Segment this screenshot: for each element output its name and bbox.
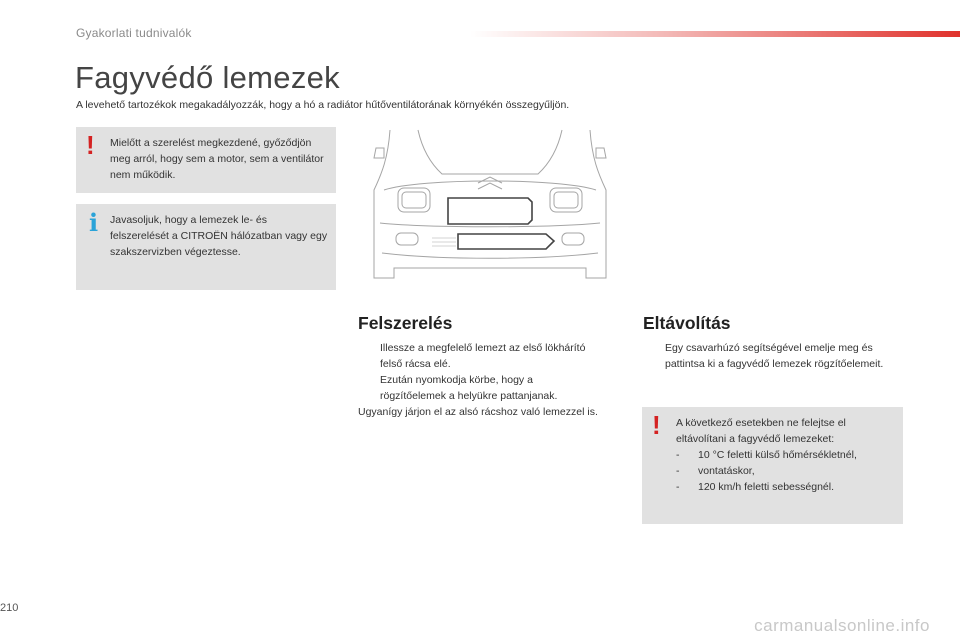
page-title: Fagyvédő lemezek	[75, 60, 340, 95]
page-number: 210	[0, 602, 19, 614]
info-note-text: Javasoljuk, hogy a lemezek le- és felszerelését a CITROËN hálózatban vagy egy szakszervizben végeztesse.	[110, 214, 328, 258]
warning-condition-text: 120 km/h feletti sebességnél.	[698, 481, 834, 493]
car-front-illustration	[360, 128, 620, 290]
dash-marker: -	[676, 465, 680, 477]
install-step-2	[358, 372, 598, 404]
warning-note-body	[676, 415, 895, 495]
install-section-title: Felszerelés	[358, 313, 453, 333]
install-step-text: Ezután nyomkodja körbe, hogy a rögzítőelemek a helyükre pattanjanak.	[380, 374, 558, 402]
install-steps	[358, 340, 598, 404]
warning-conditions-list	[676, 447, 895, 495]
warning-note-engine	[76, 127, 336, 193]
remove-step-text: Egy csavarhúzó segítségével emelje meg és pattintsa ki a fagyvédő lemezek rögzítőelemeit.	[665, 342, 884, 370]
dash-marker: -	[676, 449, 680, 461]
warning-icon: !	[86, 130, 95, 160]
warning-note-removal	[642, 407, 903, 524]
intro-text: A levehető tartozékok megakadályozzák, hogy a hó a radiátor hűtőventilátorának környékén összegyűljön.	[76, 99, 570, 111]
warning-note-text: Mielőtt a szerelést megkezdené, győződjön meg arról, hogy sem a motor, sem a ventilátor nem működik.	[110, 137, 324, 181]
warning-condition-text: vontatáskor,	[698, 465, 755, 477]
warning-condition-item	[676, 447, 895, 463]
install-step-1	[358, 340, 598, 372]
remove-step-1	[643, 340, 893, 372]
watermark: carmanualsonline.info	[754, 616, 930, 635]
remove-section-title: Eltávolítás	[643, 313, 731, 333]
header-accent-bar	[470, 31, 960, 37]
warning-note-intro: A következő esetekben ne felejtse el eltávolítani a fagyvédő lemezeket:	[676, 417, 846, 445]
info-note-service	[76, 204, 336, 290]
remove-steps	[643, 340, 893, 372]
warning-icon: !	[652, 410, 661, 440]
dash-marker: -	[676, 481, 680, 493]
warning-condition-text: 10 °C feletti külső hőmérsékletnél,	[698, 449, 857, 461]
info-icon: i	[89, 208, 99, 237]
install-step-text: Illessze a megfelelő lemezt az első lökhárító felső rácsa elé.	[380, 342, 586, 370]
header-title: Gyakorlati tudnivalók	[76, 26, 192, 40]
warning-condition-item	[676, 463, 895, 479]
warning-condition-item	[676, 479, 895, 495]
install-paragraph: Ugyanígy járjon el az alsó rácshoz való lemezzel is.	[358, 406, 598, 418]
